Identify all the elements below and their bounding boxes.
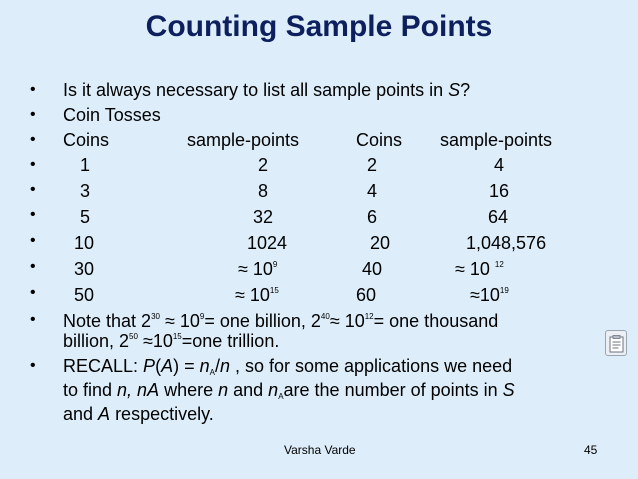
header-coins-2: Coins	[356, 130, 403, 150]
row-points-1: 32	[253, 207, 274, 227]
bullet: •	[30, 258, 36, 275]
recall-line-3: and A respectively.	[63, 404, 214, 424]
note-line-1: Note that $2^{30} \approx 10^9=$ one billion, $2^{40}\approx 10^{12}=$ one thousand	[63, 311, 499, 331]
bullet: •	[30, 311, 36, 328]
bullet: •	[30, 284, 36, 301]
row-coins-1: 5	[80, 207, 91, 227]
question-line: Is it always necessary to list all sample points in S?	[63, 80, 471, 100]
row-points-2: $\approx 10^{19}$	[470, 285, 509, 305]
row-points-2: ≈ 10 $^{12}$	[455, 259, 504, 279]
row-points-2: 1,048,576	[466, 233, 547, 253]
row-coins-1: 50	[74, 285, 95, 305]
row-coins-2: 6	[367, 207, 378, 227]
row-coins-2: 20	[370, 233, 391, 253]
footer-author: Varsha Varde	[284, 443, 356, 457]
row-coins-2: 40	[362, 259, 383, 279]
bullet: •	[30, 81, 36, 98]
row-points-2: 64	[488, 207, 509, 227]
row-points-1: 8	[258, 181, 269, 201]
row-coins-2: 60	[356, 285, 377, 305]
note-line-2: billion, $2^{50} \approx 10^{15}=one$ trillion.	[63, 331, 280, 351]
note-icon[interactable]	[605, 330, 627, 356]
coin-tosses-line: Coin Tosses	[63, 105, 161, 125]
slide-title: Counting Sample Points	[145, 10, 493, 43]
bullet: •	[30, 131, 36, 148]
row-coins-2: 2	[367, 155, 378, 175]
header-sample-points-1: sample-points	[187, 130, 300, 150]
bullet: •	[30, 106, 36, 123]
header-coins-1: Coins	[63, 130, 110, 150]
row-coins-2: 4	[367, 181, 378, 201]
row-coins-1: 10	[74, 233, 95, 253]
row-coins-1: 30	[74, 259, 95, 279]
bullet: •	[30, 357, 36, 374]
bullet: •	[30, 232, 36, 249]
footer-page-number: 45	[584, 443, 598, 457]
bullet: •	[30, 181, 36, 198]
row-points-1: ≈ $10^9$	[238, 259, 278, 279]
recall-line-2: to find n, nA where n and $n_Aare$ the number of points in S	[63, 380, 515, 401]
row-coins-1: 1	[80, 155, 91, 175]
row-points-1: 1024	[247, 233, 288, 253]
row-points-1: ≈ $10^{15}$	[235, 285, 279, 305]
row-coins-1: 3	[80, 181, 91, 201]
header-sample-points-2: sample-points	[440, 130, 553, 150]
row-points-1: 2	[258, 155, 269, 175]
recall-line-1: RECALL: $P(A) = n_A/n$ , so for some applications we need	[63, 356, 513, 377]
bullet: •	[30, 156, 36, 173]
row-points-2: 4	[494, 155, 505, 175]
row-points-2: 16	[489, 181, 510, 201]
bullet: •	[30, 206, 36, 223]
